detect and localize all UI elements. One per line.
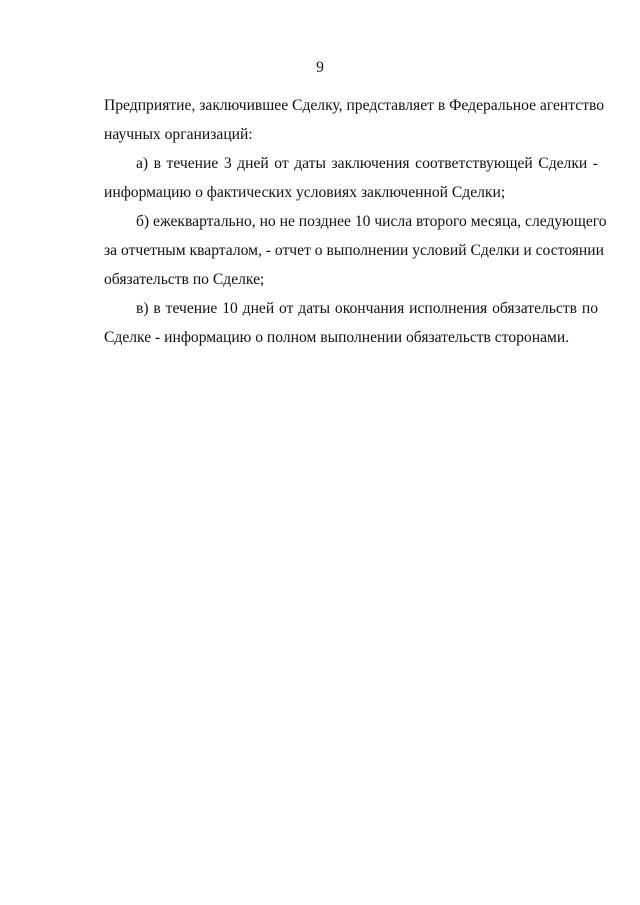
paragraph-item-b — [104, 207, 607, 294]
text-line: за отчетным кварталом, - отчет о выполнении условий Сделки и состоянии — [104, 242, 604, 259]
text-line: а) в течение 3 дней от даты заключения соответствующей Сделки - — [136, 155, 598, 172]
text-line: научных организаций: — [104, 126, 253, 143]
text-line: информацию о фактических условиях заключенной Сделки; — [104, 184, 506, 201]
paragraph-item-a — [104, 149, 598, 207]
text-line: Сделке - информацию о полном выполнении обязательств сторонами. — [104, 329, 570, 346]
text-line: Предприятие, заключившее Сделку, представляет в Федеральное агентство — [104, 97, 605, 114]
paragraph-intro — [104, 91, 605, 149]
text-line: б) ежеквартально, но не позднее 10 числа второго месяца, следующего — [136, 213, 607, 230]
page-number: 9 — [316, 59, 324, 76]
paragraph-item-c — [104, 294, 598, 352]
text-line: в) в течение 10 дней от даты окончания исполнения обязательств по — [136, 300, 598, 317]
document-body — [104, 91, 607, 352]
text-line: обязательств по Сделке; — [104, 271, 265, 288]
